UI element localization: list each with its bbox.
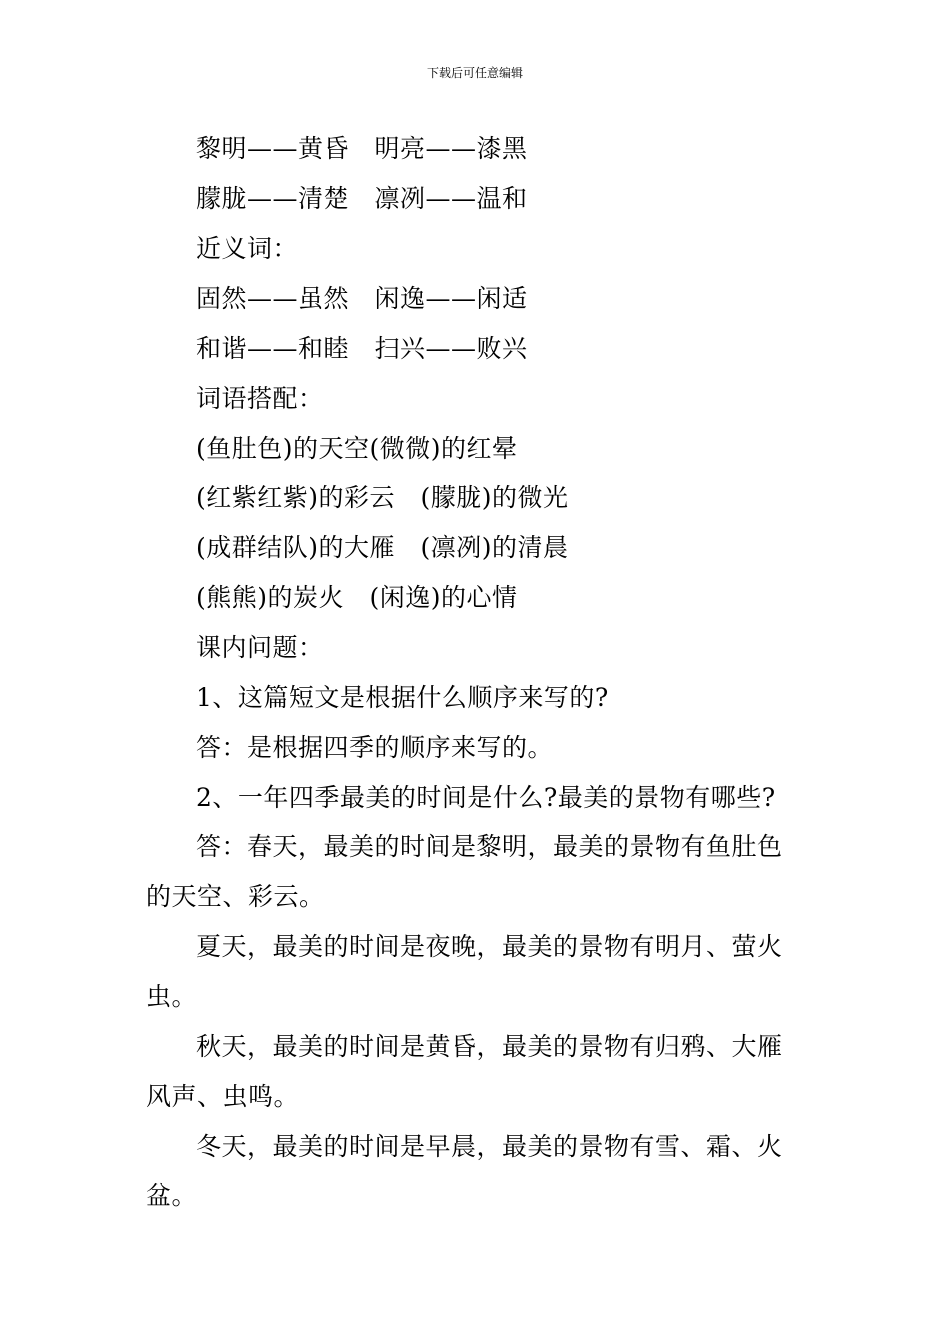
answer-2-autumn: 秋天，最美的时间是黄昏，最美的景物有归鸦、大雁 [196,1032,783,1061]
collocation-line-3: (成群结队)的大雁 (凛冽)的清晨 [196,533,569,562]
page-header: 下载后可任意编辑 [426,66,523,80]
collocation-line-4: (熊熊)的炭火 (闲逸)的心情 [196,583,518,612]
answer-2-winter: 冬天，最美的时间是早晨，最美的景物有雪、霜、火 [196,1132,783,1161]
collocation-line-2: (红紫红紫)的彩云 (朦胧)的微光 [196,483,569,512]
collocation-line-1: (鱼肚色)的天空(微微)的红晕 [196,434,518,463]
answer-2-spring-cont: 的天空、彩云。 [146,882,325,911]
question-2: 2、一年四季最美的时间是什么?最美的景物有哪些? [196,783,776,812]
antonym-line-1: 黎明——黄昏 明亮——漆黑 [196,134,528,163]
answer-2-summer-cont: 虫。 [146,982,198,1011]
synonym-line-1: 固然——虽然 闲逸——闲适 [196,284,528,313]
synonyms-heading: 近义词： [196,234,299,263]
synonym-line-2: 和谐——和睦 扫兴——败兴 [196,334,528,363]
antonym-line-2: 朦胧——清楚 凛冽——温和 [196,184,528,213]
answer-2-summer: 夏天，最美的时间是夜晚，最美的景物有明月、萤火 [196,932,783,961]
answer-2-winter-cont: 盆。 [146,1181,198,1210]
answer-1: 答：是根据四季的顺序来写的。 [196,733,554,762]
questions-heading: 课内问题： [196,633,324,662]
collocation-heading: 词语搭配： [196,384,324,413]
answer-2-spring: 答：春天，最美的时间是黎明，最美的景物有鱼肚色 [196,832,783,861]
question-1: 1、这篇短文是根据什么顺序来写的? [196,683,609,712]
answer-2-autumn-cont: 风声、虫鸣。 [146,1082,300,1111]
